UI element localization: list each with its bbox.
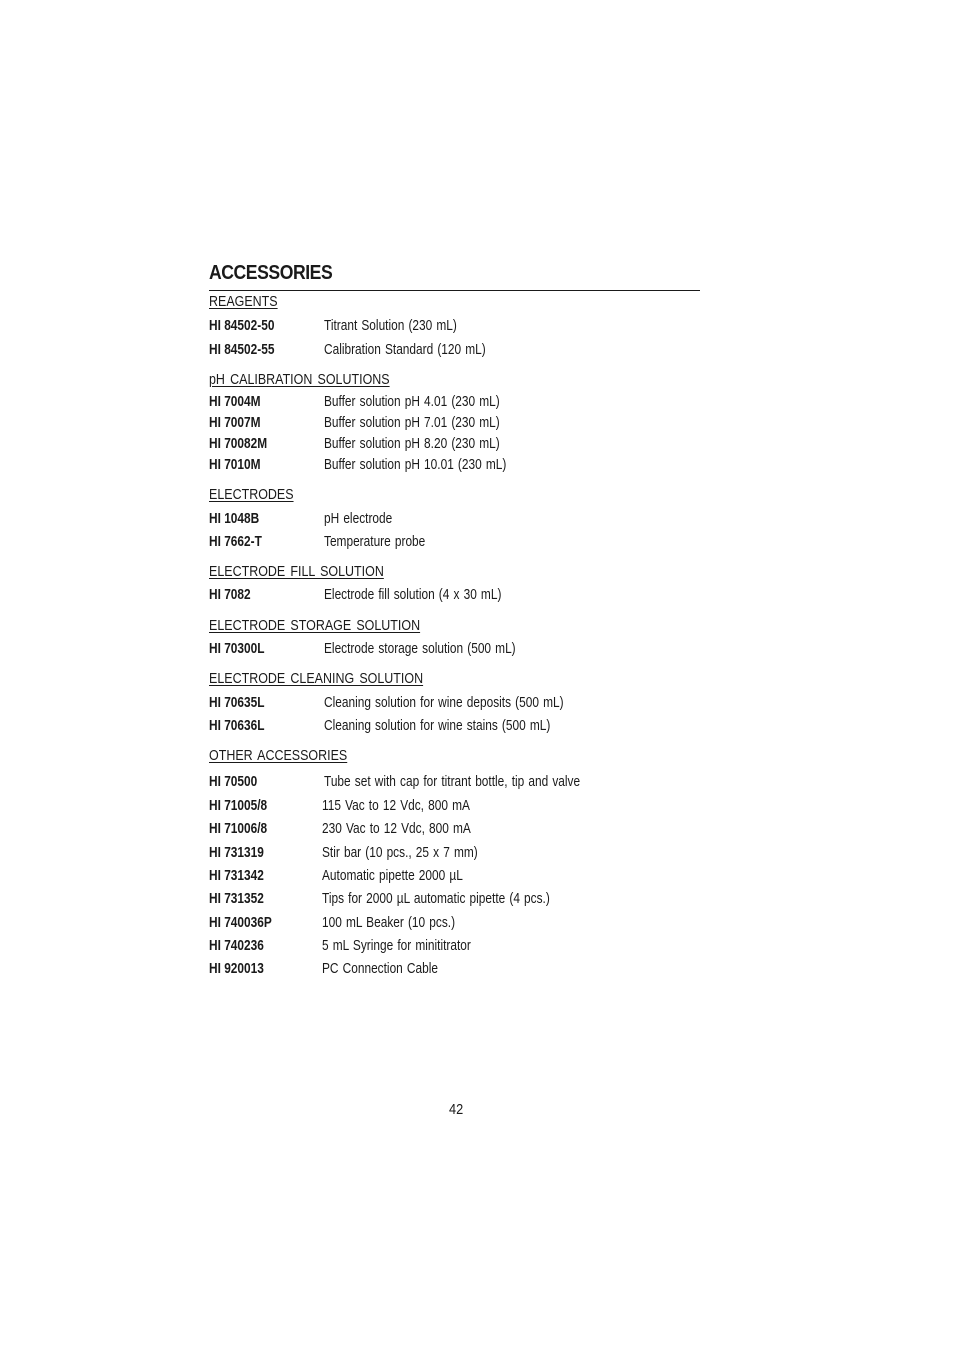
title-rule (209, 290, 700, 291)
item-description: Cleaning solution for wine deposits (500 mL) (324, 695, 564, 711)
item-description: 230 Vac to 12 Vdc, 800 mA (322, 821, 471, 837)
item-code: HI 740236 (209, 938, 264, 954)
item-description: PC Connection Cable (322, 961, 438, 977)
item-code: HI 71005/8 (209, 798, 268, 814)
item-description: Buffer solution pH 10.01 (230 mL) (324, 457, 507, 473)
item-code: HI 70636L (209, 718, 265, 734)
item-description: Buffer solution pH 7.01 (230 mL) (324, 415, 500, 431)
item-description: Cleaning solution for wine stains (500 mL) (324, 718, 551, 734)
item-description: Buffer solution pH 8.20 (230 mL) (324, 436, 500, 452)
item-code: HI 7082 (209, 587, 251, 603)
item-code: HI 70300L (209, 641, 265, 657)
item-code: HI 1048B (209, 511, 260, 527)
item-description: Automatic pipette 2000 µL (322, 868, 463, 884)
item-code: HI 740036P (209, 915, 272, 931)
section-heading-electrode-cleaning: ELECTRODE CLEANING SOLUTION (209, 671, 424, 687)
section-heading-electrodes: ELECTRODES (209, 487, 294, 503)
item-code: HI 7662-T (209, 534, 262, 550)
item-description: Calibration Standard (120 mL) (324, 342, 486, 358)
page-title: ACCESSORIES (209, 262, 333, 284)
item-code: HI 84502-50 (209, 318, 275, 334)
section-heading-other-accessories: OTHER ACCESSORIES (209, 748, 348, 764)
item-code: HI 731319 (209, 845, 264, 861)
item-description: Tube set with cap for titrant bottle, tip and valve (324, 774, 581, 790)
item-code: HI 71006/8 (209, 821, 268, 837)
item-code: HI 731342 (209, 868, 264, 884)
section-heading-ph-calibration: pH CALIBRATION SOLUTIONS (209, 372, 390, 388)
item-code: HI 7007M (209, 415, 261, 431)
section-heading-electrode-storage: ELECTRODE STORAGE SOLUTION (209, 618, 421, 634)
item-description: pH electrode (324, 511, 393, 527)
item-description: Buffer solution pH 4.01 (230 mL) (324, 394, 500, 410)
item-code: HI 70082M (209, 436, 268, 452)
page-number: 42 (449, 1101, 464, 1118)
item-code: HI 70635L (209, 695, 265, 711)
item-description: Tips for 2000 µL automatic pipette (4 pcs.) (322, 891, 550, 907)
item-code: HI 84502-55 (209, 342, 275, 358)
item-description: 115 Vac to 12 Vdc, 800 mA (322, 798, 470, 814)
item-description: Temperature probe (324, 534, 426, 550)
item-description: Titrant Solution (230 mL) (324, 318, 457, 334)
item-description: Stir bar (10 pcs., 25 x 7 mm) (322, 845, 478, 861)
item-code: HI 731352 (209, 891, 264, 907)
item-description: Electrode storage solution (500 mL) (324, 641, 516, 657)
section-heading-electrode-fill: ELECTRODE FILL SOLUTION (209, 564, 384, 580)
item-description: 5 mL Syringe for minititrator (322, 938, 471, 954)
item-description: Electrode fill solution (4 x 30 mL) (324, 587, 502, 603)
item-code: HI 70500 (209, 774, 258, 790)
item-code: HI 7010M (209, 457, 261, 473)
item-code: HI 7004M (209, 394, 261, 410)
section-heading-reagents: REAGENTS (209, 294, 278, 310)
item-description: 100 mL Beaker (10 pcs.) (322, 915, 456, 931)
item-code: HI 920013 (209, 961, 264, 977)
